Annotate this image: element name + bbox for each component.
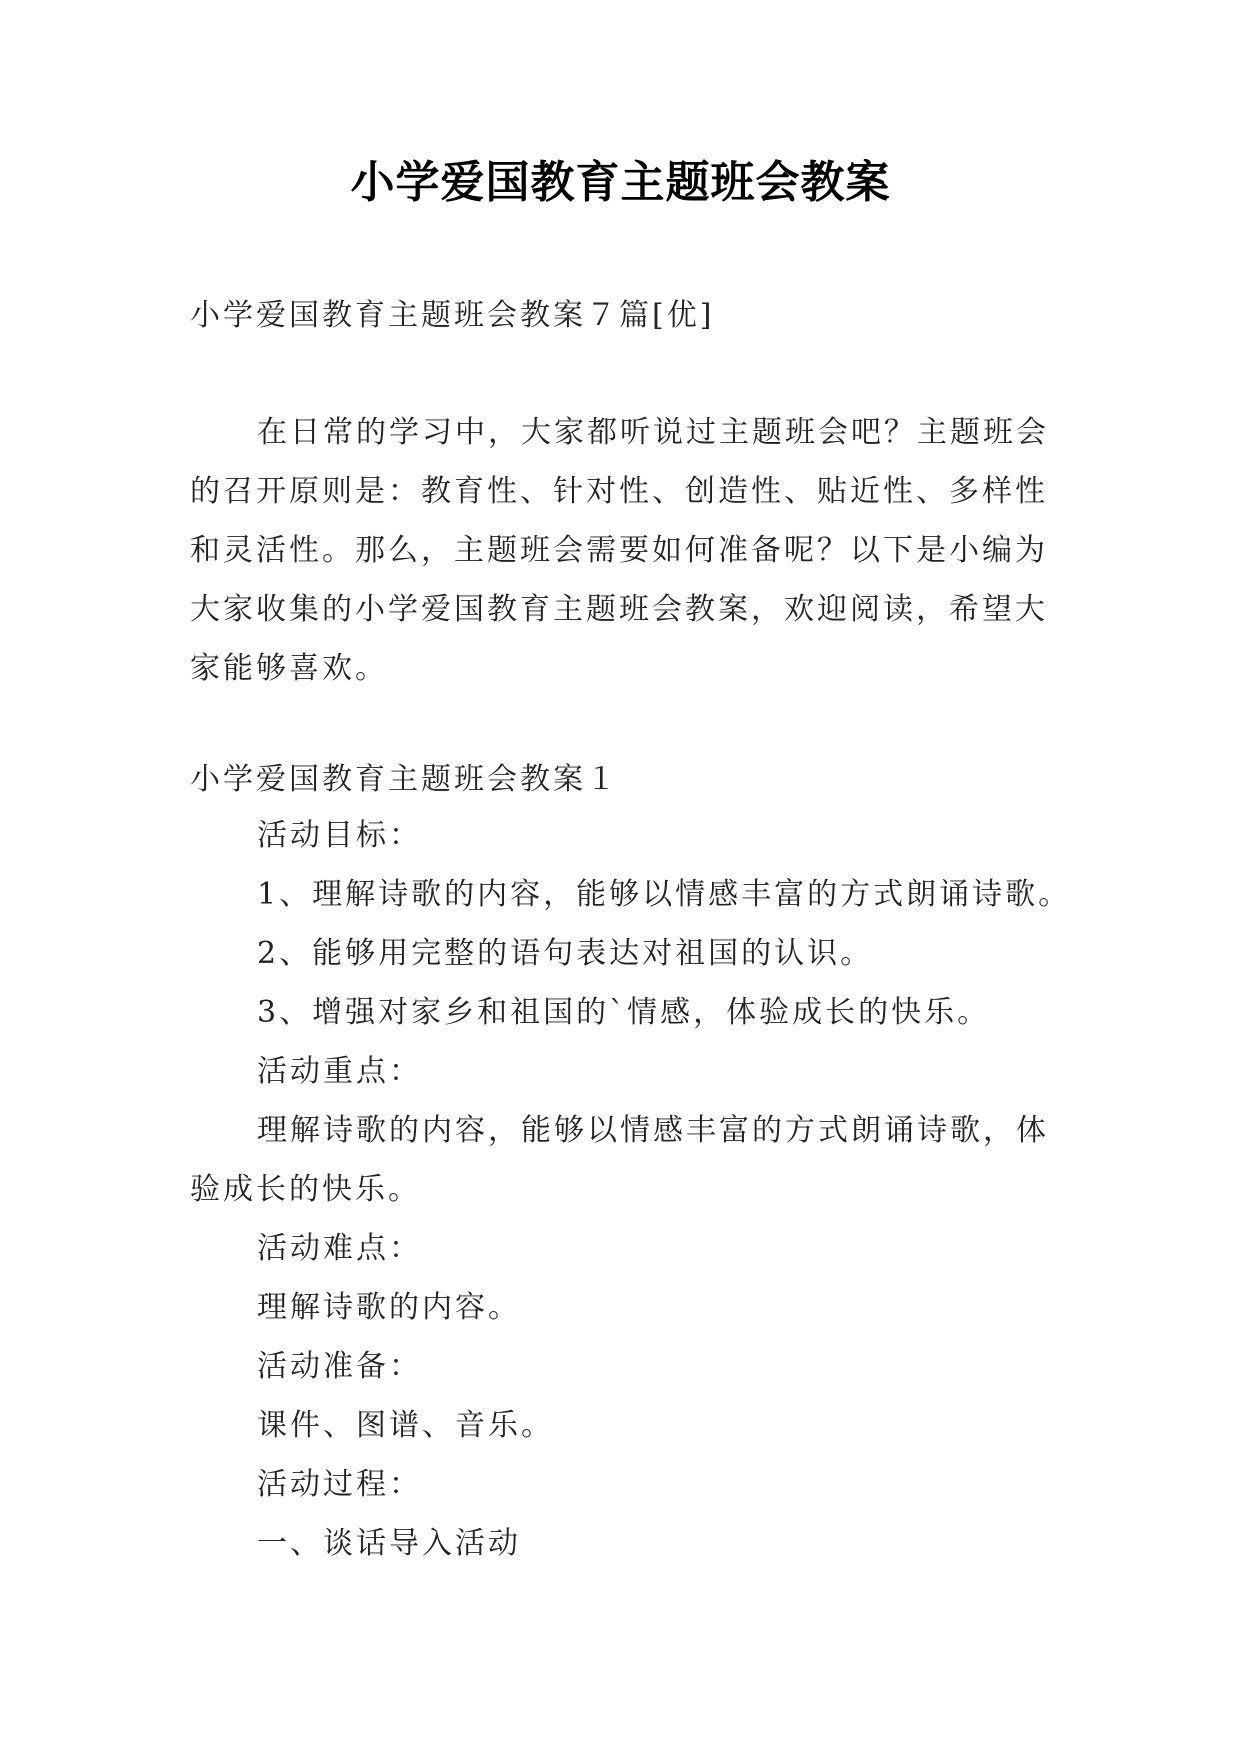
activity-focus-text: 理解诗歌的内容，能够以情感丰富的方式朗诵诗歌，体验成长的快乐。	[190, 1113, 1049, 1207]
activity-focus-heading: 活动重点：	[257, 1054, 422, 1089]
document-title: 小学爱国教育主题班会教案	[350, 157, 891, 208]
section-heading: 小学爱国教育主题班会教案１	[190, 762, 619, 797]
intro-paragraph: 在日常的学习中，大家都听说过主题班会吧？主题班会的召开原则是：教育性、针对性、创造性、贴近性、多样性和灵活性。那么，主题班会需要如何准备呢？以下是小编为大家收集的小学爱国教育主题班会教案，欢迎阅读，希望大家能够喜欢。	[190, 415, 1049, 686]
process-step-1: 一、谈话导入活动	[257, 1526, 521, 1561]
activity-process-heading: 活动过程：	[257, 1467, 422, 1502]
activity-goals-heading: 活动目标：	[257, 818, 422, 853]
lesson-plan-content	[190, 806, 1090, 1573]
goal-item-3: 3、增强对家乡和祖国的`情感，体验成长的快乐。	[257, 995, 991, 1030]
goal-item-1: 1、理解诗歌的内容，能够以情感丰富的方式朗诵诗歌。	[257, 877, 1072, 912]
activity-difficulty-text: 理解诗歌的内容。	[257, 1290, 521, 1325]
activity-preparation-heading: 活动准备：	[257, 1349, 422, 1384]
document-subtitle: 小学爱国教育主题班会教案７篇[优]	[190, 298, 715, 333]
activity-difficulty-heading: 活动难点：	[257, 1231, 422, 1266]
goal-item-2: 2、能够用完整的语句表达对祖国的认识。	[257, 936, 874, 971]
activity-preparation-text: 课件、图谱、音乐。	[257, 1408, 554, 1443]
